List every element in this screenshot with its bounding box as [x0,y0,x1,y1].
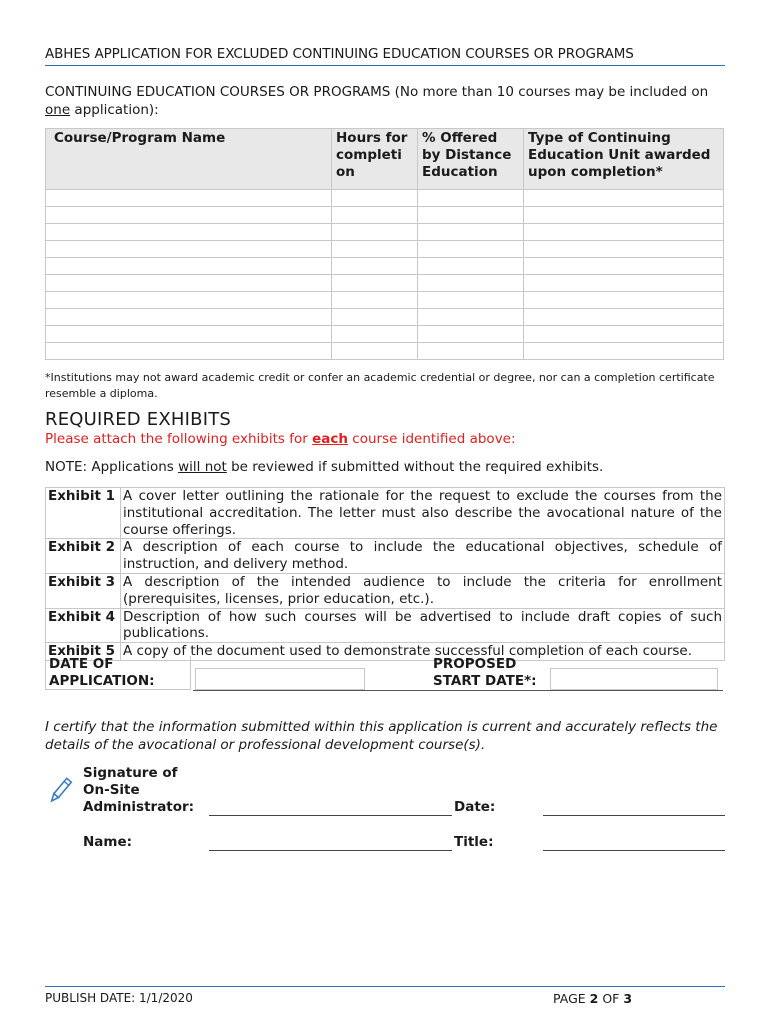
exhibit-row [46,573,725,608]
course-name-cell[interactable] [46,207,332,224]
name-label: Name: [83,834,133,850]
page-prefix: PAGE [553,991,590,1006]
proposed-label-line2: START DATE*: [433,673,537,689]
course-name-cell[interactable] [46,258,332,275]
application-date-label-line1: DATE OF [49,656,114,672]
title-label: Title: [454,834,494,850]
date-row-underline [193,690,723,691]
signature-line[interactable] [209,815,452,816]
hours-cell[interactable] [332,343,418,360]
ceu-type-cell[interactable] [524,190,724,207]
exhibit-label: Exhibit 3 [46,573,121,608]
instruction-emphasis: each [312,431,348,447]
application-date-label-line2: APPLICATION: [49,673,155,689]
publish-date: PUBLISH DATE: 1/1/2020 [45,991,193,1005]
hours-cell[interactable] [332,241,418,258]
name-line[interactable] [209,850,452,851]
course-name-cell[interactable] [46,326,332,343]
course-name-cell[interactable] [46,343,332,360]
exhibit-description: A description of the intended audience to include the criteria for enrollment (prerequisites, licenses, prior education, etc.). [121,573,725,608]
course-row [46,275,724,292]
exhibit-row [46,608,725,643]
application-date-field[interactable] [195,668,365,690]
course-name-cell[interactable] [46,292,332,309]
courses-table [45,128,724,360]
signature-label-line1: Signature of [83,765,178,781]
intro-text-after: application): [70,102,159,118]
signature-date-label: Date: [454,799,496,815]
hours-cell[interactable] [332,224,418,241]
distance-cell[interactable] [418,309,524,326]
note-after: be reviewed if submitted without the required exhibits. [226,459,604,475]
course-row [46,309,724,326]
proposed-start-date-label [433,656,537,690]
ceu-type-cell[interactable] [524,326,724,343]
course-name-cell[interactable] [46,309,332,326]
distance-cell[interactable] [418,275,524,292]
document-header-title: ABHES APPLICATION FOR EXCLUDED CONTINUING EDUCATION COURSES OR PROGRAMS [45,46,725,66]
note-before: NOTE: Applications [45,459,179,475]
certification-statement: I certify that the information submitted within this application is current and accurately reflects the details of the avocational or professional development course(s). [45,719,718,753]
course-row [46,326,724,343]
signature-label [83,765,194,816]
hours-cell[interactable] [332,309,418,326]
footnote: *Institutions may not award academic credit or confer an academic credential or degree, nor can a completion certificate resemble a diploma. [45,371,715,400]
signature-date-line[interactable] [543,815,725,816]
instruction-before: Please attach the following exhibits for [45,431,313,447]
distance-cell[interactable] [418,326,524,343]
course-name-cell[interactable] [46,224,332,241]
exhibit-description: A description of each course to include the educational objectives, schedule of instruction, and delivery method. [121,539,725,574]
page-footer [45,986,725,1011]
review-note [45,459,603,475]
intro-underlined: one [45,102,71,118]
distance-cell[interactable] [418,190,524,207]
col-header-course-name: Course/Program Name [46,129,332,190]
courses-intro [45,83,725,119]
course-name-cell[interactable] [46,190,332,207]
ceu-type-cell[interactable] [524,309,724,326]
distance-cell[interactable] [418,343,524,360]
ceu-type-cell[interactable] [524,343,724,360]
col-header-distance: % Offered by Distance Education [418,129,524,190]
course-row [46,241,724,258]
courses-header-row [46,129,724,190]
title-line[interactable] [543,850,725,851]
exhibit-label: Exhibit 4 [46,608,121,643]
exhibit-label: Exhibit 2 [46,539,121,574]
proposed-start-date-field[interactable] [550,668,718,690]
required-exhibits-heading: REQUIRED EXHIBITS [45,409,232,430]
hours-cell[interactable] [332,207,418,224]
course-row [46,292,724,309]
page-number [553,991,632,1006]
page-current: 2 [589,991,599,1006]
intro-text-before: CONTINUING EDUCATION COURSES OR PROGRAMS (No more than 10 courses may be included on [45,84,709,100]
instruction-after: course identified above: [347,431,516,447]
ceu-type-cell[interactable] [524,241,724,258]
application-date-label [45,656,191,690]
distance-cell[interactable] [418,258,524,275]
note-underlined: will not [178,459,227,475]
exhibit-row [46,488,725,539]
col-header-hours: Hours for completi on [332,129,418,190]
course-row [46,207,724,224]
ceu-type-cell[interactable] [524,224,724,241]
hours-cell[interactable] [332,292,418,309]
exhibit-label: Exhibit 1 [46,488,121,539]
ceu-type-cell[interactable] [524,258,724,275]
required-exhibits-instruction [45,431,516,447]
hours-cell[interactable] [332,190,418,207]
signature-label-line2: On-Site [83,782,140,798]
course-row [46,258,724,275]
course-name-cell[interactable] [46,241,332,258]
ceu-type-cell[interactable] [524,275,724,292]
exhibits-table [45,487,725,661]
proposed-label-line1: PROPOSED [433,656,517,672]
pencil-icon [46,776,74,806]
exhibit-label: Exhibit 5 [46,643,121,661]
course-row [46,190,724,207]
col-header-ceu-type: Type of Continuing Education Unit awarded upon completion* [524,129,724,190]
hours-cell[interactable] [332,275,418,292]
ceu-type-cell[interactable] [524,292,724,309]
exhibit-description: A cover letter outlining the rationale for the request to exclude the courses from the institutional accreditation. The letter must also describe the avocational nature of the course offerings. [121,488,725,539]
date-row [45,656,725,692]
hours-cell[interactable] [332,326,418,343]
distance-cell[interactable] [418,241,524,258]
hours-cell[interactable] [332,258,418,275]
courses-body [46,190,724,360]
ceu-type-cell[interactable] [524,207,724,224]
exhibit-description: Description of how such courses will be advertised to include draft copies of such publications. [121,608,725,643]
page-total: 3 [623,991,633,1006]
course-row [46,343,724,360]
course-name-cell[interactable] [46,275,332,292]
page-mid: OF [598,991,624,1006]
exhibit-description: A copy of the document used to demonstrate successful completion of each course. [121,643,725,661]
course-row [46,224,724,241]
signature-label-line3: Administrator: [83,799,195,815]
distance-cell[interactable] [418,207,524,224]
distance-cell[interactable] [418,292,524,309]
exhibit-row [46,539,725,574]
distance-cell[interactable] [418,224,524,241]
